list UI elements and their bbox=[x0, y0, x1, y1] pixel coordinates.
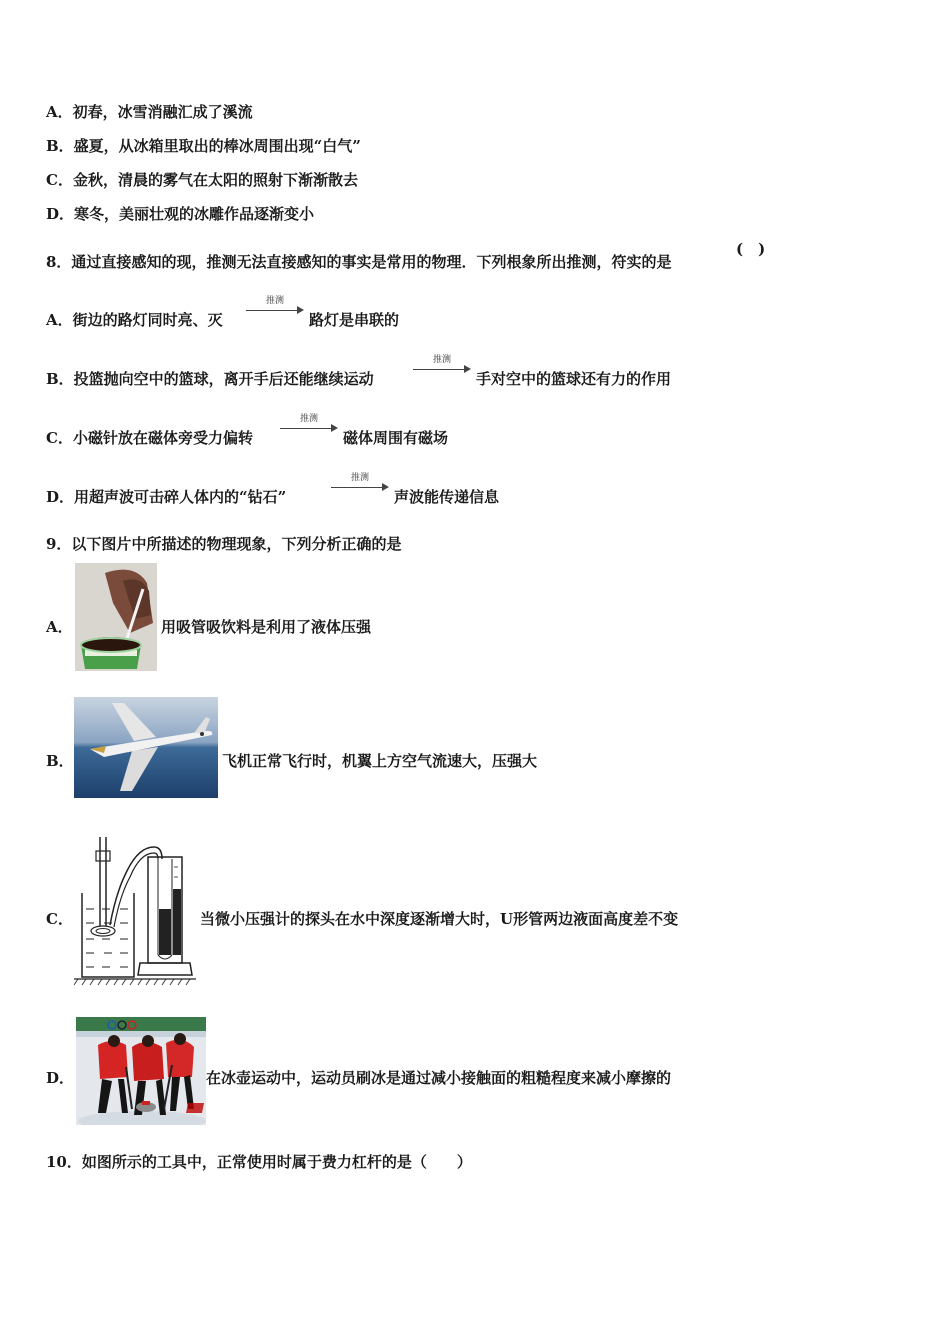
arrow-right-icon bbox=[464, 365, 471, 373]
q7-option-b: B．盛夏，从冰箱里取出的棒冰周围出现“白气” bbox=[46, 137, 361, 155]
arrow-label: 推测 bbox=[350, 473, 369, 483]
airplane-image bbox=[74, 697, 218, 798]
q9-option-d-text: 在冰壶运动中，运动员刷冰是通过减小接触面的粗糙程度来减小摩擦的 bbox=[206, 1069, 672, 1087]
q9-option-b-letter: B． bbox=[46, 752, 74, 770]
q8-option-d-label: D．用超声波可击碎人体内的“钻石” bbox=[46, 488, 287, 506]
q9-option-d-letter: D． bbox=[46, 1069, 75, 1087]
q8-option-d-arrow bbox=[331, 473, 389, 499]
q8-option-d-result: 声波能传递信息 bbox=[394, 488, 500, 506]
q7-option-a: A．初春，冰雪消融汇成了溪流 bbox=[46, 103, 253, 121]
q10-stem: 10．如图所示的工具中，正常使用时属于费力杠杆的是（ ） bbox=[46, 1153, 472, 1171]
q8-option-c-label: C．小磁针放在磁体旁受力偏转 bbox=[46, 429, 253, 447]
q8-option-a-label: A．街边的路灯同时亮、灭 bbox=[46, 311, 223, 329]
q9-option-b-text: 飞机正常飞行时，机翼上方空气流速大，压强大 bbox=[222, 752, 538, 770]
q9-option-c-letter: C． bbox=[46, 910, 73, 928]
q7-option-d: D．寒冬，美丽壮观的冰雕作品逐渐变小 bbox=[46, 205, 315, 223]
curling-image bbox=[76, 1017, 206, 1125]
q9-option-c-text: 当微小压强计的探头在水中深度逐渐增大时，U形管两边液面高度差不变 bbox=[200, 910, 679, 928]
arrow-right-icon bbox=[297, 306, 304, 314]
q8-option-a-result: 路灯是串联的 bbox=[309, 311, 400, 329]
q8-option-c-arrow bbox=[280, 414, 338, 440]
q8-option-c-result: 磁体周围有磁场 bbox=[343, 429, 449, 447]
q9-option-a-text: 用吸管吸饮料是利用了液体压强 bbox=[161, 618, 372, 636]
straw-drink-image bbox=[75, 563, 157, 671]
arrow-label: 推测 bbox=[265, 296, 284, 306]
q8-option-b-label: B．投篮抛向空中的篮球，离开手后还能继续运动 bbox=[46, 370, 374, 388]
q8-stem: 8．通过直接感知的现，推测无法直接感知的事实是常用的物理．下列根象所出推测，符实的是 bbox=[46, 253, 672, 271]
q8-option-a-arrow bbox=[246, 296, 304, 322]
q9-stem: 9．以下图片中所描述的物理现象，下列分析正确的是 bbox=[46, 535, 402, 553]
arrow-right-icon bbox=[382, 483, 389, 491]
arrow-label: 推测 bbox=[299, 414, 318, 424]
q8-option-b-arrow bbox=[413, 355, 471, 381]
arrow-right-icon bbox=[331, 424, 338, 432]
pressure-gauge-diagram bbox=[74, 833, 196, 988]
arrow-label: 推测 bbox=[432, 355, 451, 365]
q7-option-c: C．金秋，清晨的雾气在太阳的照射下渐渐散去 bbox=[46, 171, 358, 189]
q9-option-a-letter: A． bbox=[46, 618, 73, 636]
q8-answer-paren: ( ) bbox=[736, 240, 766, 258]
q8-option-b-result: 手对空中的篮球还有力的作用 bbox=[476, 370, 672, 388]
